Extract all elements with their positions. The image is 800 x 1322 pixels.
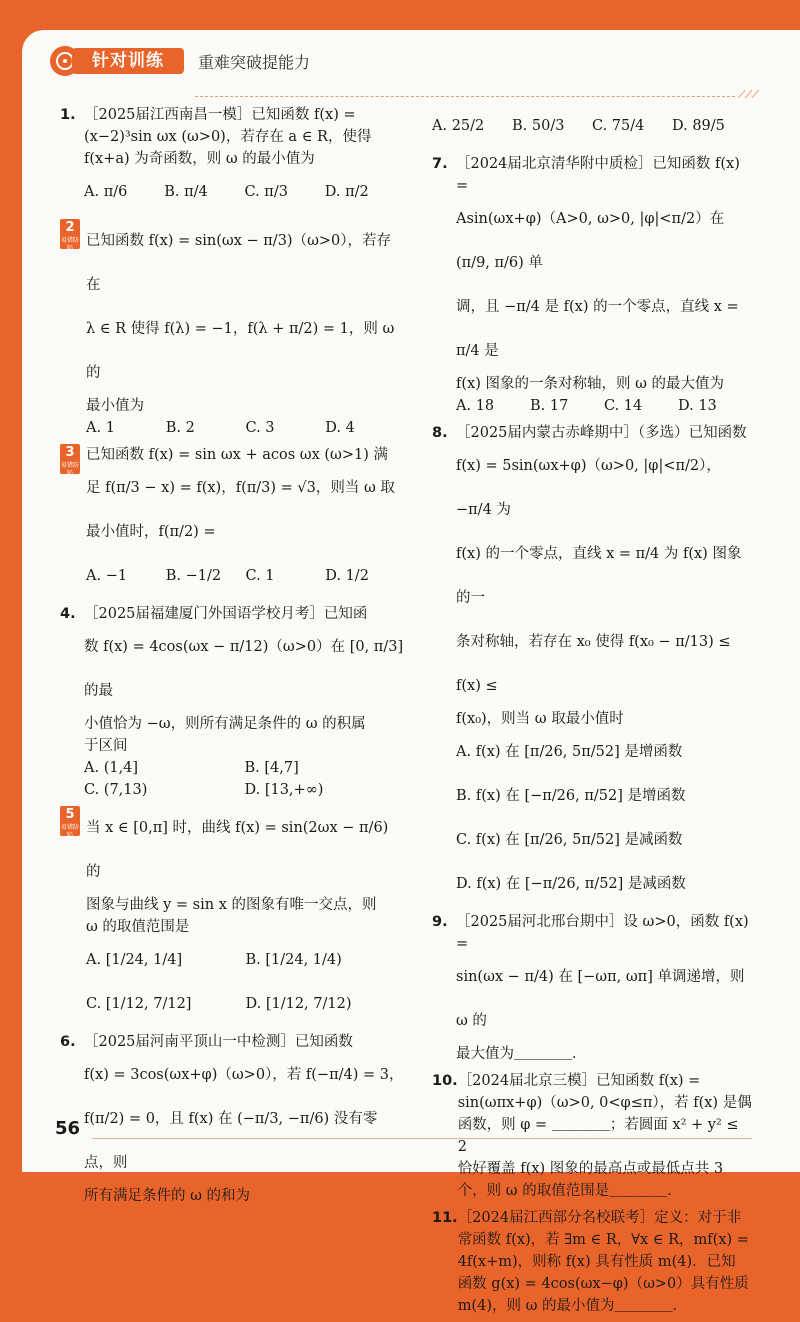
question-line: ω 的取值范围是 [86, 919, 190, 935]
question-line: 4f(x+m)，则称 f(x) 具有性质 m(4)．已知 [457, 1254, 736, 1270]
question-line: 函数，则 φ = ＿＿＿＿；若圆面 x² + y² ≤ 2 [457, 1117, 739, 1155]
decorative-stripes-icon: ⟋⟋⟋ [738, 88, 759, 101]
option-c: C. π/3 [244, 184, 288, 200]
question-line: 最小值为 [86, 398, 144, 414]
section-subtitle: 重难突破提能力 [198, 53, 311, 72]
option-b: B. π/4 [164, 184, 208, 200]
question-line: f(x) 图象的一条对称轴，则 ω 的最大值为 [456, 376, 725, 392]
question-3 [60, 444, 405, 598]
section-tag: 针对训练 [72, 48, 184, 74]
question-number: 10. [432, 1073, 458, 1089]
question-line: ［2025届河南平顶山一中检测］已知函数 [84, 1034, 353, 1050]
question-9 [432, 911, 752, 1065]
question-line: f(x) 的一个零点，直线 x = π/4 为 f(x) 图象的一 [456, 546, 742, 606]
question-line: ［2024届北京清华附中质检］已知函数 f(x) = [456, 156, 740, 194]
question-4 [60, 603, 405, 801]
question-line: 函数 g(x) = 4cos(ωx−φ)（ω>0）具有性质 [457, 1276, 749, 1292]
question-line: sin(ωπx+φ)（ω>0, 0<φ≤π），若 f(x) 是偶 [457, 1095, 752, 1111]
option-d: D. 13 [678, 398, 717, 414]
question-line: f(π/2) = 0，且 f(x) 在 (−π/3, −π/6) 没有零点，则 [84, 1111, 378, 1171]
question-number: 7. [432, 156, 448, 172]
option-c: C. 75/4 [592, 118, 645, 134]
option-b: B. [1/24, 1/4) [245, 952, 342, 968]
question-line: ［2024届北京三模］已知函数 f(x) = [457, 1073, 701, 1089]
question-line: f(x) = 5sin(ωx+φ)（ω>0, |φ|<π/2），−π/4 为 [456, 458, 721, 518]
option-c: C. 1 [245, 568, 275, 584]
question-5 [60, 806, 405, 1026]
question-line: (x−2)³sin ωx (ω>0)，若存在 a ∈ R，使得 [84, 129, 372, 145]
option-c: C. 14 [604, 398, 643, 414]
left-column [60, 104, 405, 1212]
question-line: 于区间 [84, 738, 128, 754]
question-line: 所有满足条件的 ω 的和为 [84, 1188, 251, 1204]
option-b: B. 50/3 [512, 118, 565, 134]
question-line: 最小值时，f(π/2) = [86, 524, 216, 540]
right-column [432, 104, 752, 1322]
option-a: A. (1,4] [84, 760, 139, 776]
question-number: 9. [432, 914, 448, 930]
question-line: λ ∈ R 使得 f(λ) = −1，f(λ + π/2) = 1，则 ω 的 [86, 321, 395, 381]
question-number: 1. [60, 107, 76, 123]
question-10 [432, 1070, 752, 1202]
question-11 [432, 1207, 752, 1317]
question-number: 6. [60, 1034, 76, 1050]
question-line: 小值恰为 −ω，则所有满足条件的 ω 的积属 [84, 716, 366, 732]
question-line: 调，且 −π/4 是 f(x) 的一个零点，直线 x = π/4 是 [456, 299, 739, 359]
question-2 [60, 219, 405, 439]
option-d: D. f(x) 在 [−π/26, π/52] 是减函数 [456, 876, 686, 892]
question-6-options [432, 104, 752, 148]
question-7 [432, 153, 752, 417]
option-a: A. 25/2 [432, 118, 485, 134]
question-line: 图象与曲线 y = sin x 的图象有唯一交点，则 [86, 897, 377, 913]
option-b: B. [4,7] [244, 760, 299, 776]
error-prone-badge: 5 易错防陷 [60, 807, 79, 839]
option-a: A. f(x) 在 [π/26, 5π/52] 是增函数 [456, 744, 683, 760]
question-line: ［2025届福建厦门外国语学校月考］已知函 [84, 606, 368, 622]
question-line: 个，则 ω 的取值范围是＿＿＿＿． [457, 1183, 682, 1199]
question-line: ［2025届江西南昌一模］已知函数 f(x) = [84, 107, 356, 123]
error-prone-badge: 2 易错防陷 [60, 220, 79, 252]
question-line: 当 x ∈ [0,π] 时，曲线 f(x) = sin(2ωx − π/6) 的 [86, 820, 389, 880]
question-number: 11. [432, 1210, 458, 1226]
option-a: A. [1/24, 1/4] [86, 952, 183, 968]
question-6 [60, 1031, 405, 1207]
option-c: C. f(x) 在 [π/26, 5π/52] 是减函数 [456, 832, 683, 848]
question-line: f(x₀)，则当 ω 取最小值时 [456, 711, 624, 727]
option-d: D. 1/2 [325, 568, 369, 584]
question-line: m(4)，则 ω 的最小值为＿＿＿＿． [457, 1298, 688, 1314]
option-a: A. 18 [456, 398, 495, 414]
question-line: ［2025届内蒙古赤峰期中］（多选）已知函数 [456, 425, 747, 441]
option-b: B. f(x) 在 [−π/26, π/52] 是增函数 [456, 788, 686, 804]
footer-divider [92, 1138, 752, 1139]
option-d: D. [13,+∞) [244, 782, 324, 798]
question-line: 常函数 f(x)，若 ∃m ∈ R，∀x ∈ R，mf(x) = [457, 1232, 749, 1248]
option-b: B. 17 [530, 398, 569, 414]
page-number: 56 [55, 1118, 81, 1139]
question-line: f(x) = 3cos(ωx+φ)（ω>0），若 f(−π/4) = 3， [84, 1067, 404, 1083]
option-a: A. 1 [86, 420, 115, 436]
option-d: D. [1/12, 7/12) [245, 996, 352, 1012]
option-c: C. [1/12, 7/12] [86, 996, 192, 1012]
question-number: 4. [60, 606, 76, 622]
option-c: C. 3 [245, 420, 275, 436]
header-divider [195, 96, 735, 97]
question-line: ［2025届河北邢台期中］设 ω>0，函数 f(x) = [456, 914, 749, 952]
option-a: A. π/6 [84, 184, 128, 200]
option-d: D. π/2 [324, 184, 369, 200]
question-1 [60, 104, 405, 214]
question-8 [432, 422, 752, 906]
question-line: 已知函数 f(x) = sin ωx + acos ωx (ω>1) 满 [86, 447, 389, 463]
question-line: 已知函数 f(x) = sin(ωx − π/3)（ω>0），若存在 [86, 233, 392, 293]
error-prone-badge: 3 易错防陷 [60, 445, 79, 477]
option-b: B. −1/2 [165, 568, 222, 584]
question-line: 足 f(π/3 − x) = f(x)，f(π/3) = √3，则当 ω 取 [86, 480, 395, 496]
question-line: 恰好覆盖 f(x) 图象的最高点或最低点共 3 [457, 1161, 724, 1177]
option-d: D. 4 [325, 420, 355, 436]
option-d: D. 89/5 [672, 118, 725, 134]
question-line: 条对称轴，若存在 x₀ 使得 f(x₀ − π/13) ≤ f(x) ≤ [456, 634, 731, 694]
question-line: Asin(ωx+φ)（A>0, ω>0, |φ|<π/2）在 (π/9, π/6) 单 [456, 211, 725, 271]
question-line: 数 f(x) = 4cos(ωx − π/12)（ω>0）在 [0, π/3] 的最 [84, 639, 404, 699]
option-a: A. −1 [86, 568, 128, 584]
question-line: 最大值为＿＿＿＿． [456, 1046, 587, 1062]
question-line: f(x+a) 为奇函数，则 ω 的最小值为 [84, 151, 315, 167]
question-number: 8. [432, 425, 448, 441]
option-b: B. 2 [165, 420, 195, 436]
option-c: C. (7,13) [84, 782, 148, 798]
question-line: ［2024届江西部分名校联考］定义：对于非 [457, 1210, 742, 1226]
question-line: sin(ωx − π/4) 在 [−ωπ, ωπ] 单调递增，则 ω 的 [456, 969, 745, 1029]
